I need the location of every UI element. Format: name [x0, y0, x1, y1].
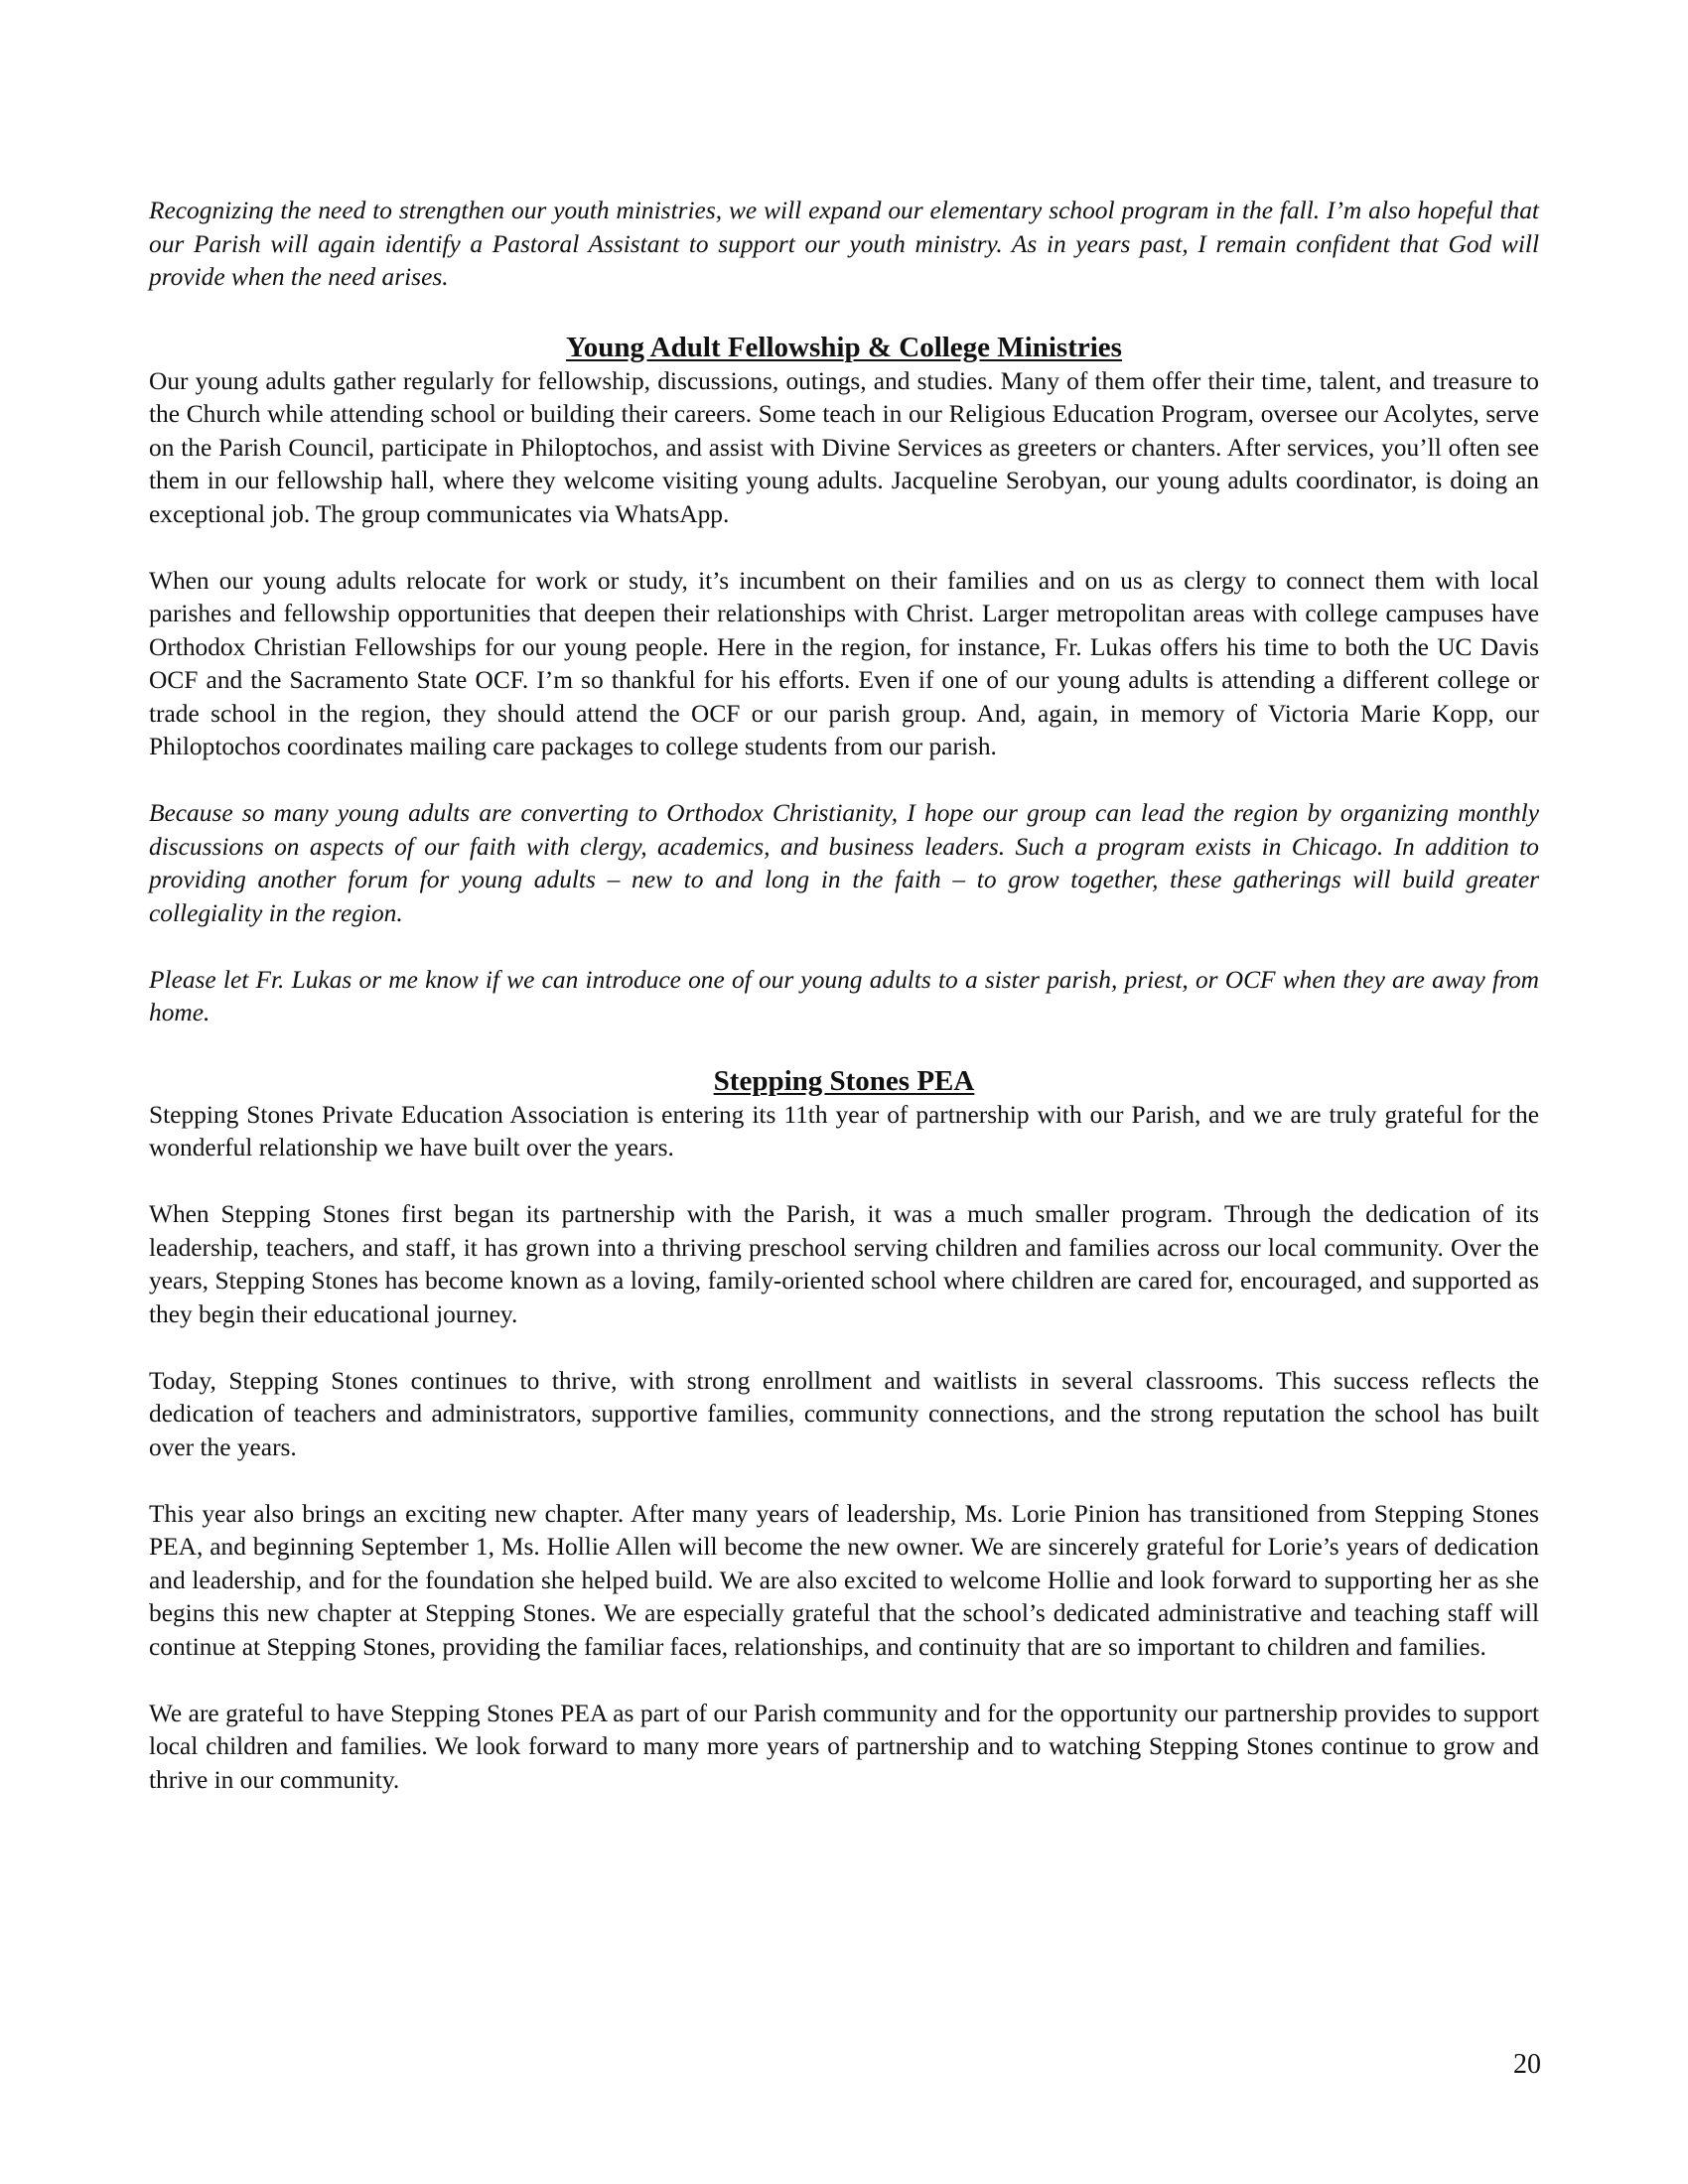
young-adult-heading: Young Adult Fellowship & College Ministries — [566, 331, 1122, 363]
young-adult-paragraph-3: Because so many young adults are converting to Orthodox Christianity, I hope our group can lead the region by organizing monthly discussions on aspects of our faith with clergy, academics, and business leaders. Such a program exists in Chicago. In addition to providing another forum for young adults – new to and long in the faith – to grow together, these gatherings will build greater collegiality in the region. — [149, 799, 1539, 927]
young-adult-paragraph-1: Our young adults gather regularly for fellowship, discussions, outings, and studies. Many of them offer their time, talent, and treasure to the Church while attending school or building their careers. Some teach in our Religious Education Program, oversee our Acolytes, serve on the Parish Council, participate in Philoptochos, and assist with Divine Services as greeters or chanters. After services, you’ll often see them in our fellowship hall, where they welcome visiting young adults. Jacqueline Serobyan, our young adults coordinator, is doing an exceptional job. The group communicates via WhatsApp. — [149, 366, 1539, 528]
stepping-stones-paragraph-3: Today, Stepping Stones continues to thrive, with strong enrollment and waitlists in several classrooms. This success reflects the dedication of teachers and administrators, supportive families, community connections, and the strong reputation the school has built over the years. — [149, 1366, 1539, 1461]
young-adult-paragraph-4: Please let Fr. Lukas or me know if we can introduce one of our young adults to a sister parish, priest, or OCF when they are away from home. — [149, 965, 1539, 1026]
young-adult-paragraph-2: When our young adults relocate for work or study, it’s incumbent on their families and on us as clergy to connect them with local parishes and fellowship opportunities that deepen their relationships with Christ. Larger metropolitan areas with college campuses have Orthodox Christian Fellowships for our young people. Here in the region, for instance, Fr. Lukas offers his time to both the UC Davis OCF and the Sacramento State OCF. I’m so thankful for his efforts. Even if one of our young adults is attending a different college or trade school in the region, they should attend the OCF or our parish group. And, again, in memory of Victoria Marie Kopp, our Philoptochos coordinates mailing care packages to college students from our parish. — [149, 566, 1539, 760]
stepping-stones-paragraph-5: We are grateful to have Stepping Stones PEA as part of our Parish community and for the opportunity our partnership provides to support local children and families. We look forward to many more years of partnership and to watching Stepping Stones continue to grow and thrive in our community. — [149, 1699, 1539, 1794]
stepping-stones-paragraph-4: This year also brings an exciting new chapter. After many years of leadership, Ms. Lorie Pinion has transitioned from Stepping Stones PEA, and beginning September 1, Ms. Hollie Allen will become the new owner. We are sincerely grateful for Lorie’s years of dedication and leadership, and for the foundation she helped build. We are also excited to welcome Hollie and look forward to supporting her as she begins this new chapter at Stepping Stones. We are especially grateful that the school’s dedicated administrative and teaching staff will continue at Stepping Stones, providing the familiar faces, relationships, and continuity that are so important to children and families. — [149, 1499, 1539, 1661]
page-number: 20 — [1513, 2049, 1541, 2080]
stepping-stones-paragraph-1: Stepping Stones Private Education Association is entering its 11th year of partnership with our Parish, and we are truly grateful for the wonderful relationship we have built over the years. — [149, 1100, 1539, 1161]
stepping-stones-heading: Stepping Stones PEA — [713, 1064, 975, 1097]
stepping-stones-paragraph-2: When Stepping Stones first began its partnership with the Parish, it was a much smaller program. Through the dedication of its leadership, teachers, and staff, it has grown into a thriving preschool serving children and families across our local community. Over the years, Stepping Stones has become known as a loving, family-oriented school where children are cared for, encouraged, and supported as they begin their educational journey. — [149, 1200, 1539, 1328]
intro-paragraph: Recognizing the need to strengthen our youth ministries, we will expand our elementary school program in the fall. I’m also hopeful that our Parish will again identify a Pastoral Assistant to support our youth ministry. As in years past, I remain confident that God will provide when the need arises. — [149, 197, 1539, 291]
document-page — [149, 195, 1539, 1797]
